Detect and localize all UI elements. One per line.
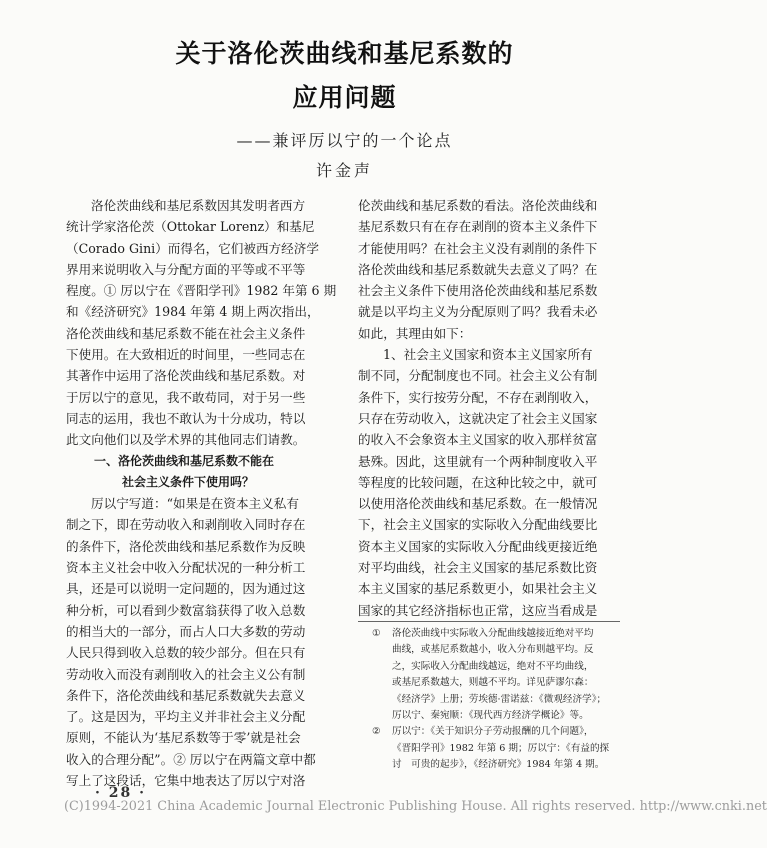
text-line: 洛伦茨曲线和基尼系数不能在社会主义条件 — [66, 325, 306, 341]
text-line: 伦茨曲线和基尼系数的看法。洛伦茨曲线和 — [358, 198, 598, 213]
article-title-line2: 应用问题 — [292, 83, 397, 112]
text-line: 此文向他们以及学术界的其他同志们请教。 — [66, 432, 306, 448]
left-column — [66, 195, 338, 791]
footnote-mark: ① — [372, 628, 381, 639]
footnotes — [372, 626, 628, 774]
footnote-rule — [358, 621, 620, 622]
text-line: 和《经济研究》1984 年第 4 期上两次指出， — [66, 304, 320, 320]
left-body-paragraph — [66, 493, 338, 791]
copyright-watermark: (C)1994-2021 China Academic Journal Electronic Publishing House. All rights reserved. http://www.cnki.net — [64, 799, 767, 814]
footnote-line: 厉以宁、秦宛顺：《现代西方经济学概论》等。 — [392, 709, 589, 721]
text-line: 等程度的比较问题，在这种比较之中，就可 — [358, 474, 598, 490]
text-line: 的相当大的一部分，而占人口大多数的劳动 — [66, 623, 306, 639]
footnote — [372, 724, 628, 773]
footnote-line: 之，实际收入分配曲线越远，绝对不平均曲线， — [392, 660, 594, 672]
left-intro-paragraph — [66, 195, 338, 451]
text-line: 资本主义国家的实际收入分配曲线更接近绝 — [358, 538, 598, 554]
page-number: · 28 · — [95, 785, 146, 801]
text-line: 劳动收入而没有剥削收入的社会主义公有制 — [66, 666, 306, 682]
text-line: 具，还是可以说明一定问题的，因为通过这 — [66, 581, 306, 597]
text-line: 原则，不能认为‘基尼系数等于零’就是社会 — [66, 730, 301, 746]
footnote-line: 曲线，或基尼系数越小，收入分布则越平均。反 — [392, 644, 594, 656]
text-line: 制之下，即在劳动收入和剥削收入同时存在 — [66, 517, 306, 533]
text-line: 其著作中运用了洛伦茨曲线和基尼系数。对 — [66, 368, 306, 384]
text-line: 悬殊。因此，这里就有一个两种制度收入平 — [358, 453, 598, 469]
text-line: 同志的运用，我也不敢认为十分成功，特以 — [66, 410, 306, 426]
text-line: 收入的合理分配”。② 厉以宁在两篇文章中都 — [66, 751, 316, 767]
footnote-line: 或基尼系数越大，则越不平均。详见萨谬尔森： — [392, 677, 594, 689]
text-line: 对平均曲线，社会主义国家的基尼系数比资 — [358, 560, 598, 576]
text-line: 如此，其理由如下： — [358, 325, 472, 341]
footnote-body — [392, 724, 628, 773]
right-column — [358, 195, 620, 621]
section-heading-line1: 一、洛伦茨曲线和基尼系数不能在 — [94, 453, 275, 468]
text-line: 写上了这段话，它集中地表达了厉以宁对洛 — [66, 773, 306, 789]
footnote-line: 《经济学》上册；劳埃德·雷诺兹：《微观经济学》； — [392, 693, 607, 705]
text-line: 1、社会主义国家和资本主义国家所有 — [383, 347, 593, 363]
text-line: 基尼系数只有在存在剥削的资本主义条件下 — [358, 219, 598, 235]
text-line: 条件下，实行按劳分配，不存在剥削收入， — [358, 389, 598, 405]
text-line: 本主义国家的基尼系数更小，如果社会主义 — [358, 581, 598, 597]
footnote — [372, 626, 628, 724]
text-line: （Corado Gini）而得名，它们被西方经济学 — [66, 240, 319, 256]
text-line: 程度。① 厉以宁在《晋阳学刊》1982 年第 6 期 — [66, 283, 337, 299]
article-subtitle: ——兼评厉以宁的一个论点 — [236, 131, 453, 150]
text-line: 以使用洛伦茨曲线和基尼系数。在一般情况 — [358, 496, 598, 512]
text-line: 只存在劳动收入，这就决定了社会主义国家 — [358, 410, 598, 426]
footnote-line: 《晋阳学刊》1982 年第 6 期；厉以宁：《有益的探 — [392, 742, 610, 754]
text-line: 界用来说明收入与分配方面的平等或不平等 — [66, 261, 306, 277]
text-line: 的条件下，洛伦茨曲线和基尼系数作为反映 — [66, 538, 306, 554]
text-line: 统计学家洛伦茨（Ottokar Lorenz）和基尼 — [66, 219, 315, 235]
text-line: 社会主义条件下使用洛伦茨曲线和基尼系数 — [358, 283, 598, 299]
text-line: 条件下，洛伦茨曲线和基尼系数就失去意义 — [66, 687, 306, 703]
text-line: 就是以平均主义为分配原则了吗？我看未必 — [358, 304, 598, 320]
footnote-mark: ② — [372, 726, 381, 738]
text-line: 制不同，分配制度也不同。社会主义公有制 — [358, 368, 598, 384]
footnote-body — [392, 626, 628, 724]
text-line: 下，社会主义国家的实际收入分配曲线要比 — [358, 517, 598, 533]
text-line: 于厉以宁的意见，我不敢苟同，对于另一些 — [66, 389, 306, 405]
text-line: 国家的其它经济指标也正常，这应当看成是 — [358, 602, 598, 618]
text-line: 洛伦茨曲线和基尼系数因其发明者西方 — [91, 198, 306, 213]
text-line: 洛伦茨曲线和基尼系数就失去意义了吗？在 — [358, 261, 598, 277]
right-body-paragraph — [358, 195, 620, 621]
text-line: 资本主义社会中收入分配状况的一种分析工 — [66, 560, 306, 576]
text-line: 厉以宁写道：“如果是在资本主义私有 — [91, 496, 299, 512]
footnote-line: 厉以宁：《关于知识分子劳动报酬的几个问题》， — [392, 726, 594, 738]
article-title-line1: 关于洛伦茨曲线和基尼系数的 — [175, 39, 514, 68]
text-line: 人民只得到收入总数的较少部分。但在只有 — [66, 645, 306, 661]
text-line: 才能使用吗？在社会主义没有剥削的条件下 — [358, 240, 598, 256]
text-line: 种分析，可以看到少数富翁获得了收入总数 — [66, 602, 306, 618]
footnote-line: 洛伦茨曲线中实际收入分配曲线越接近绝对平均 — [392, 628, 594, 639]
text-line: 了。这是因为，平均主义并非社会主义分配 — [66, 709, 306, 725]
footnote-line: 讨 可贵的起步》，《经济研究》1984 年第 4 期。 — [392, 759, 605, 771]
text-line: 下使用。在大致相近的时间里，一些同志在 — [66, 347, 306, 363]
section-heading-line2: 社会主义条件下使用吗？ — [122, 474, 255, 489]
author-name: 许金声 — [315, 161, 373, 180]
text-line: 的收入不会象资本主义国家的收入那样贫富 — [358, 432, 598, 448]
